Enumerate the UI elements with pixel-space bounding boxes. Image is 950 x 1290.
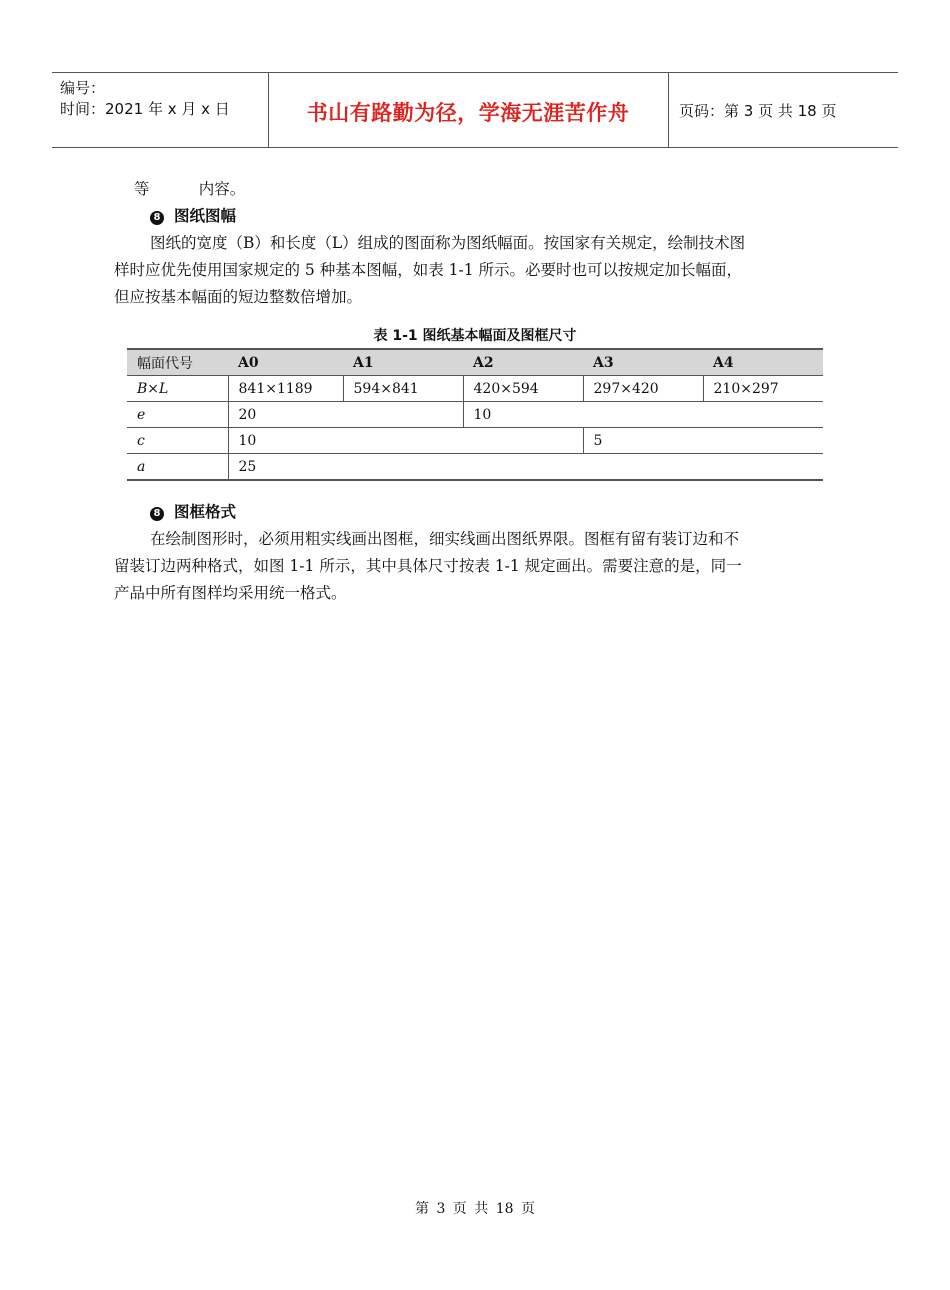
- table-cell: 25: [228, 454, 823, 481]
- table-header-cell: A3: [583, 349, 703, 376]
- table-header-cell: A2: [463, 349, 583, 376]
- document-time-label: 时间：2021 年 x 月 x 日: [60, 100, 230, 118]
- section-title: 图框格式: [174, 503, 237, 521]
- numbered-bullet-icon: 8: [150, 211, 164, 225]
- paper-size-table: [127, 348, 823, 481]
- document-number-label: 编号：: [60, 79, 106, 97]
- page-header: [52, 72, 898, 148]
- intro-line: [134, 176, 860, 203]
- table-cell: 10: [228, 428, 583, 454]
- header-motto-cell: [268, 73, 669, 147]
- table-row: [127, 376, 823, 402]
- table-cell: 420×594: [463, 376, 583, 402]
- table-cell: a: [127, 454, 228, 481]
- table-cell: 210×297: [703, 376, 823, 402]
- header-motto: 书山有路勤为径，学海无涯苦作舟: [306, 101, 630, 125]
- header-page-cell: [669, 73, 898, 147]
- table-cell: 5: [583, 428, 823, 454]
- paragraph-line: 但应按基本幅面的短边整数倍增加。: [114, 288, 363, 306]
- table-caption: 表 1-1 图纸基本幅面及图框尺寸: [373, 328, 577, 344]
- numbered-bullet-icon: 8: [150, 507, 164, 521]
- table-header-cell: 幅面代号: [127, 349, 228, 376]
- paragraph-line: 图纸的宽度（B）和长度（L）组成的图面称为图纸幅面。按国家有关规定，绘制技术图: [150, 234, 746, 252]
- paragraph-line: 产品中所有图样均采用统一格式。: [114, 584, 347, 602]
- section-heading-paper-size: [150, 204, 236, 226]
- table-cell: B×L: [127, 376, 228, 402]
- paragraph-frame-format: [114, 526, 840, 607]
- table-header-row: [127, 349, 823, 376]
- page-footer: 第 3 页 共 18 页: [415, 1201, 535, 1217]
- header-page-info: 页码：第 3 页 共 18 页: [679, 102, 837, 120]
- table-cell: 10: [463, 402, 823, 428]
- table-cell: e: [127, 402, 228, 428]
- table-row: [127, 402, 823, 428]
- table-row: [127, 428, 823, 454]
- paragraph-paper-size: [114, 230, 840, 311]
- table-cell: 841×1189: [228, 376, 343, 402]
- table-cell: 594×841: [343, 376, 463, 402]
- table-cell: 297×420: [583, 376, 703, 402]
- table-row: [127, 454, 823, 481]
- header-info-cell: [52, 73, 269, 147]
- section-title: 图纸图幅: [174, 207, 237, 225]
- table-header-cell: A0: [228, 349, 343, 376]
- paragraph-line: 留装订边两种格式，如图 1-1 所示，其中具体尺寸按表 1-1 规定画出。需要注意的是，同一: [114, 557, 742, 575]
- section-heading-frame-format: [150, 500, 236, 522]
- table-cell: 20: [228, 402, 463, 428]
- intro-text: 等 内容。: [134, 180, 246, 198]
- paragraph-line: 在绘制图形时，必须用粗实线画出图框，细实线画出图纸界限。图框有留有装订边和不: [150, 530, 740, 548]
- table-header-cell: A1: [343, 349, 463, 376]
- table-header-cell: A4: [703, 349, 823, 376]
- paragraph-line: 样时应优先使用国家规定的 5 种基本图幅，如表 1-1 所示。必要时也可以按规定加长幅面，: [114, 261, 743, 279]
- table-cell: c: [127, 428, 228, 454]
